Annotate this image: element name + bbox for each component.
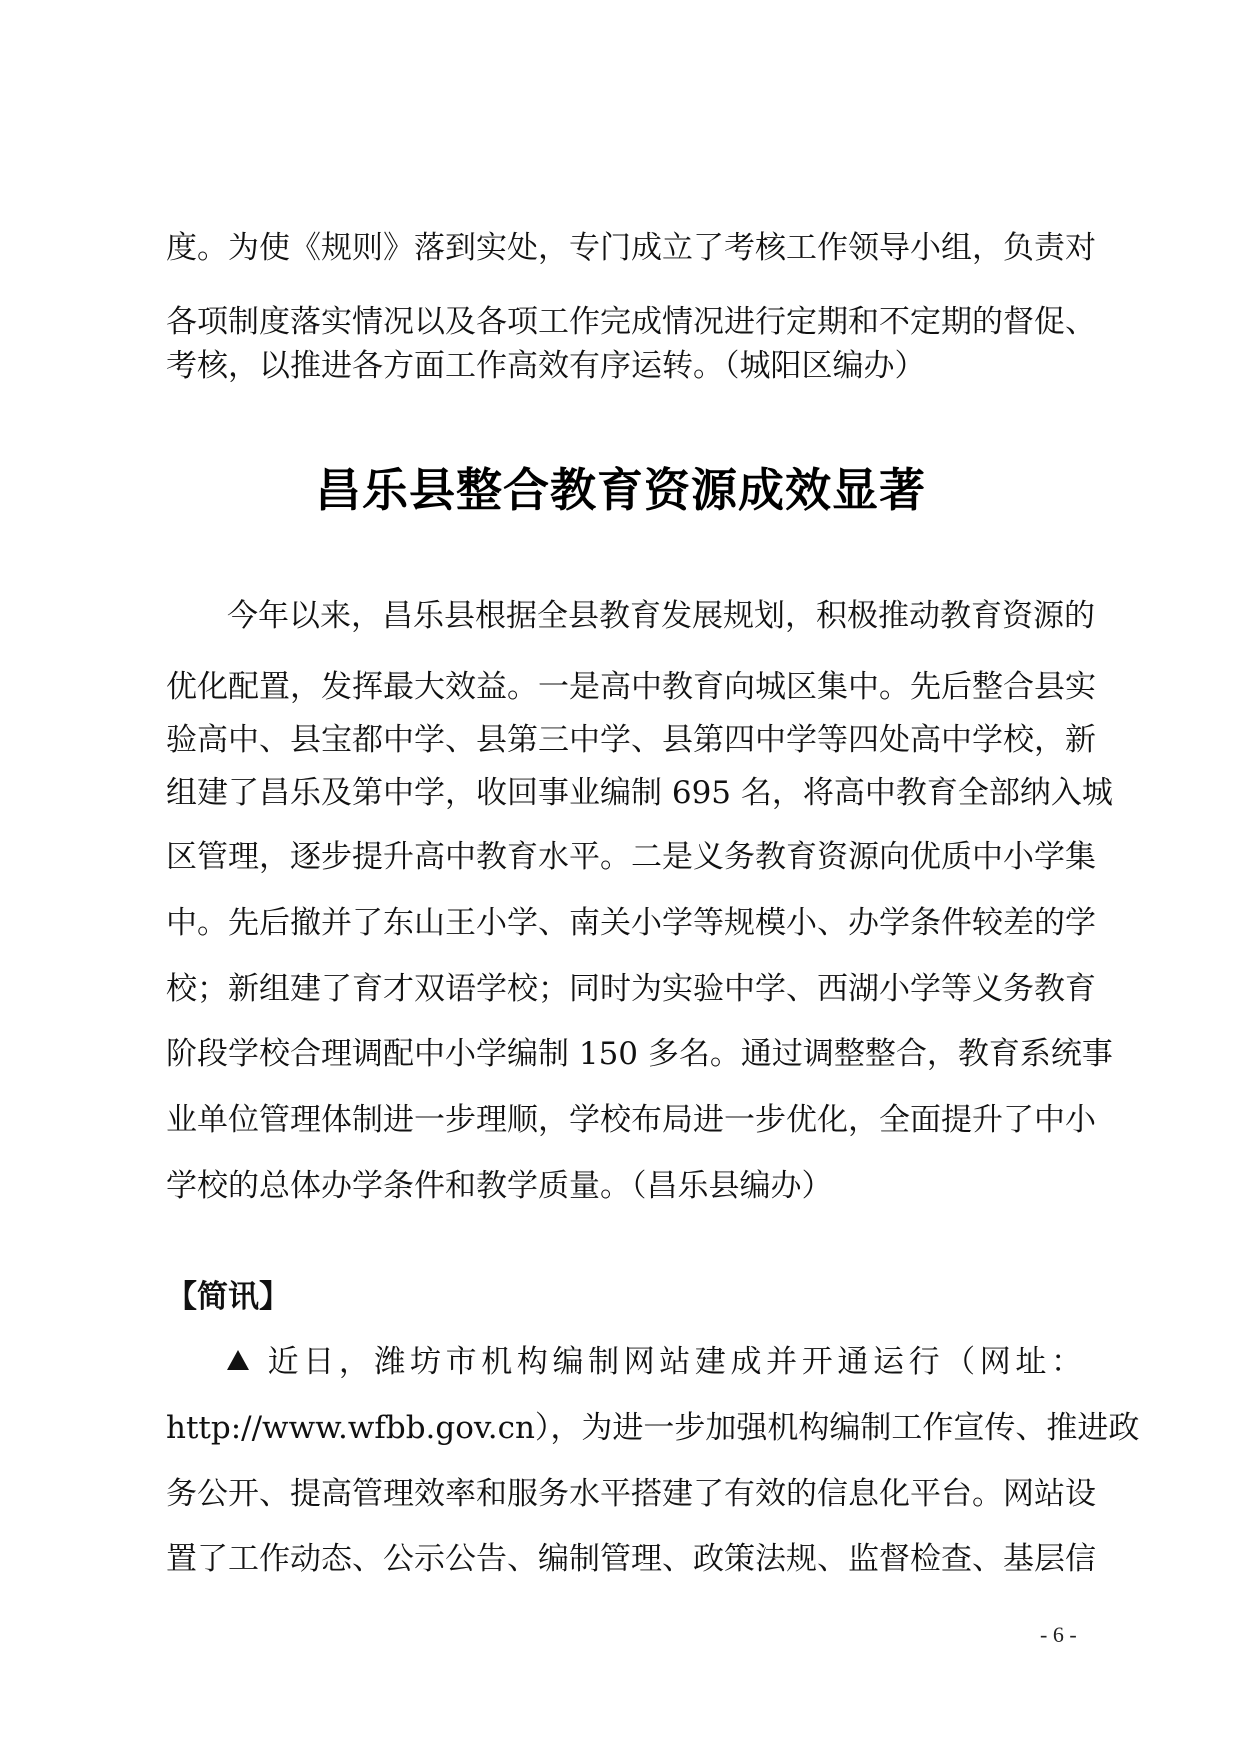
- news-brief-label: 【简讯】: [166, 1279, 290, 1315]
- article-line-4: 组建了昌乐及第中学，收回事业编制 695 名，将高中教育全部纳入城: [166, 775, 1113, 811]
- news-brief-line-4: 置了工作动态、公示公告、编制管理、政策法规、监督检查、基层信: [166, 1541, 1096, 1577]
- news-brief-line-3: 务公开、提高管理效率和服务水平搭建了有效的信息化平台。网站设: [166, 1476, 1096, 1512]
- article-line-5: 区管理，逐步提升高中教育水平。二是义务教育资源向优质中小学集: [166, 839, 1096, 875]
- article-line-1: 今年以来，昌乐县根据全县教育发展规划，积极推动教育资源的: [227, 598, 1095, 634]
- top-paragraph-line-1: 度。为使《规则》落到实处，专门成立了考核工作领导小组，负责对: [166, 230, 1096, 266]
- page-number: - 6 -: [1040, 1622, 1077, 1647]
- news-brief-line-2: http://www.wfbb.gov.cn），为进一步加强机构编制工作宣传、推进政: [166, 1410, 1140, 1446]
- article-line-10: 学校的总体办学条件和教学质量。（昌乐县编办）: [166, 1168, 833, 1204]
- article-line-2: 优化配置，发挥最大效益。一是高中教育向城区集中。先后整合县实: [166, 669, 1096, 705]
- top-paragraph-line-2: 各项制度落实情况以及各项工作完成情况进行定期和不定期的督促、: [166, 304, 1096, 340]
- news-brief-line-1: [227, 1342, 1082, 1382]
- article-title: 昌乐县整合教育资源成效显著: [315, 463, 926, 517]
- article-line-9: 业单位管理体制进一步理顺，学校布局进一步优化，全面提升了中小: [166, 1102, 1096, 1138]
- triangle-bullet-icon: [227, 1350, 249, 1370]
- article-line-6: 中。先后撤并了东山王小学、南关小学等规模小、办学条件较差的学: [166, 905, 1096, 941]
- article-line-3: 验高中、县宝都中学、县第三中学、县第四中学等四处高中学校，新: [166, 722, 1096, 758]
- news-brief-line-1-text: 近日，潍坊市机构编制网站建成并开通运行（网址：: [263, 1344, 1082, 1380]
- top-paragraph-line-3: 考核，以推进各方面工作高效有序运转。（城阳区编办）: [166, 348, 926, 384]
- article-line-7: 校；新组建了育才双语学校；同时为实验中学、西湖小学等义务教育: [166, 971, 1096, 1007]
- article-line-8: 阶段学校合理调配中小学编制 150 多名。通过调整整合，教育系统事: [166, 1036, 1113, 1072]
